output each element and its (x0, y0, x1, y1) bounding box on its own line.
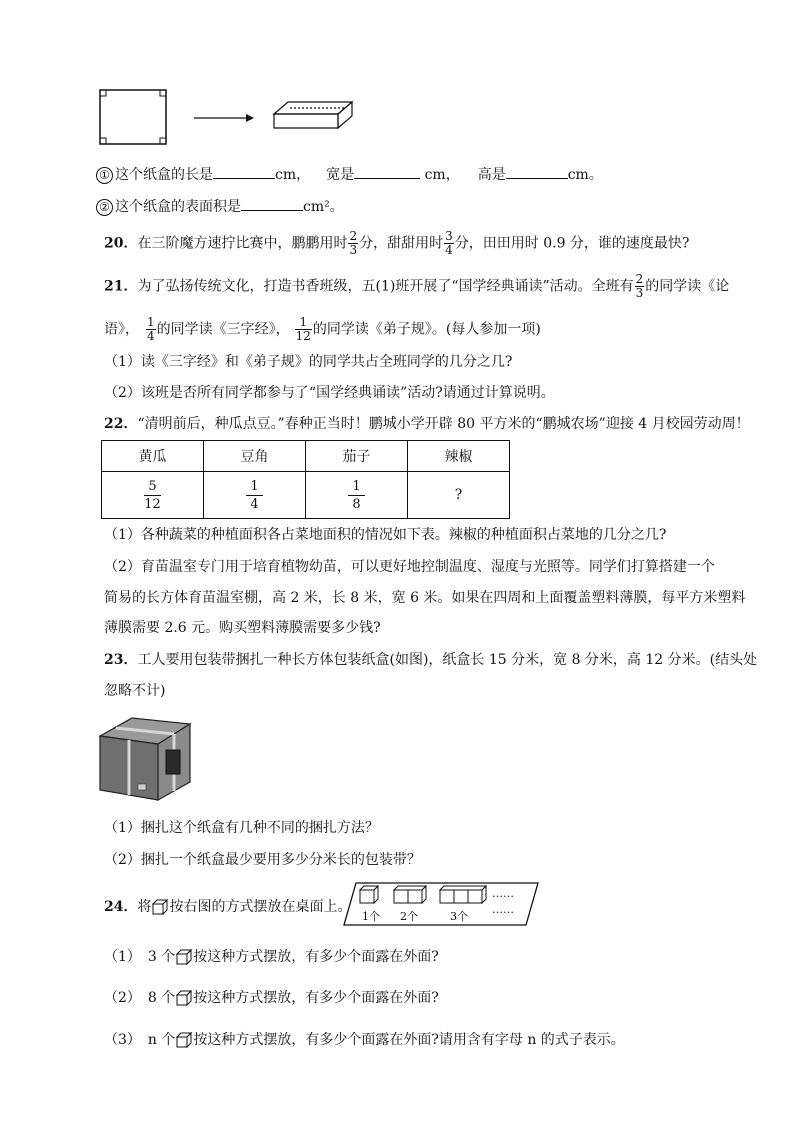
header-beans: 豆角 (204, 441, 306, 472)
question-21-sub-1: （1）读《三字经》和《弟子规》的同学共占全班同学的几分之几? (104, 354, 513, 370)
cell-beans: $\frac{1}{4}$ (204, 472, 306, 519)
label: 高是 (477, 167, 506, 183)
package-box-image (96, 712, 196, 804)
question-22-sub-2b: 简易的长方体育苗温室棚，高 2 米，长 8 米，宽 6 米。如果在四周和上面覆盖塑料薄膜，每平方米塑料 (104, 590, 746, 606)
vegetable-area-table (101, 440, 510, 519)
text: 按这种方式摆放，有多少个面露在外面? (193, 949, 439, 965)
text: 按这种方式摆放，有多少个面露在外面?请用含有字母 n 的式子表示。 (193, 1032, 625, 1048)
marker: ① (96, 167, 113, 184)
text: 的同学读《弟子规》。(每人参加一项) (312, 321, 541, 338)
text: 工人要用包装带捆扎一种长方体包装纸盒(如图)，纸盒长 15 分米，宽 8 分米，高 12 分米。(结头处 (137, 652, 758, 668)
question-20 (104, 230, 689, 257)
table-row (102, 472, 510, 519)
unit: cm²。 (303, 199, 344, 215)
question-number: 20． (104, 235, 138, 252)
question-23-line-1 (104, 650, 757, 670)
question-number: 22． (104, 416, 138, 432)
cube-icon (176, 990, 192, 1006)
label: 这个纸盒的表面积是 (115, 199, 241, 215)
label-3: 3个 (450, 910, 468, 923)
text: 的同学读《论 (645, 278, 730, 295)
fraction: $\frac{3}{4}$ (445, 229, 453, 257)
marker: ② (96, 199, 113, 216)
length-blank[interactable] (213, 164, 275, 179)
ellipsis-top: …… (492, 887, 514, 900)
label: 宽是 (326, 167, 355, 183)
question-21-line-1 (104, 273, 729, 300)
unit: cm， (420, 167, 460, 183)
height-blank[interactable] (506, 164, 568, 179)
cube-icon (176, 949, 192, 965)
text: 将 (137, 899, 152, 915)
surface-area-blank[interactable] (241, 196, 303, 211)
unit: cm。 (567, 167, 603, 183)
question-21-line-2 (104, 316, 541, 343)
q19-line-2 (96, 196, 344, 217)
text: 的同学读《三字经》， (156, 321, 290, 338)
text: （1） 3 个 (104, 949, 176, 965)
question-22-sub-2c: 薄膜需要 2.6 元。购买塑料薄膜需要多少钱? (104, 620, 381, 636)
question-24-sub-3 (104, 1030, 625, 1050)
fraction: $\frac{2}{3}$ (635, 272, 644, 300)
question-22-intro (104, 414, 750, 434)
question-23-sub-1: （1）捆扎这个纸盒有几种不同的捆扎方法？ (104, 820, 379, 836)
cell-eggplant: $\frac{1}{8}$ (306, 472, 408, 519)
ellipsis-bottom: …… (492, 903, 514, 916)
table-header-row (102, 441, 510, 472)
cube-icon (176, 1032, 192, 1048)
label-2: 2个 (400, 910, 418, 923)
text: （3） n 个 (104, 1032, 176, 1048)
question-23-line-2: 忽略不计) (104, 683, 166, 699)
text: 按这种方式摆放，有多少个面露在外面? (193, 990, 439, 1006)
question-24-sub-1 (104, 947, 439, 967)
text: 在三阶魔方速拧比赛中，鹏鹏用时 (137, 235, 348, 252)
cube-arrangement-figure (342, 881, 540, 927)
fraction: $\frac{2}{3}$ (349, 229, 358, 257)
fraction: $\frac{1}{4}$ (147, 315, 155, 343)
box-folding-figure (96, 86, 366, 146)
unit: cm， (275, 167, 311, 183)
cube-icon (152, 899, 168, 915)
question-22-sub-1: （1）各种蔬菜的种植面积各占菜地面积的情况如下表。辣椒的种植面积占菜地的几分之几? (104, 527, 667, 543)
text: 按右图的方式摆放在桌面上。 (169, 899, 352, 915)
header-pepper: 辣椒 (408, 441, 510, 472)
question-23-sub-2: （2）捆扎一个纸盒最少要用多少分米长的包装带？ (104, 852, 421, 868)
width-blank[interactable] (354, 164, 420, 179)
question-22-sub-2a: （2）育苗温室专门用于培育植物幼苗，可以更好地控制温度、湿度与光照等。同学们打算搭建一个 (104, 559, 715, 575)
question-24-stem (104, 897, 351, 917)
question-24-sub-2 (104, 988, 439, 1008)
cell-pepper: ? (408, 472, 510, 519)
question-21-sub-2: （2）该班是否所有同学都参与了“国学经典诵读”活动?请通过计算说明。 (104, 385, 555, 401)
question-number: 24． (104, 899, 138, 915)
q19-line-1 (96, 164, 603, 185)
text: 分，田田用时 0.9 分，谁的速度最快? (454, 235, 690, 252)
question-number: 23． (104, 652, 138, 668)
text: 语》， (104, 321, 139, 338)
text: 为了弘扬传统文化，打造书香班级，五(1)班开展了“国学经典诵读”活动。全班有 (137, 278, 634, 295)
paper-sheet (100, 90, 166, 144)
header-cucumber: 黄瓜 (102, 441, 204, 472)
label-1: 1个 (362, 910, 380, 923)
header-eggplant: 茄子 (306, 441, 408, 472)
arrow (194, 114, 254, 122)
label: 这个纸盒的长是 (115, 167, 213, 183)
open-tray (274, 102, 352, 128)
question-number: 21． (104, 278, 138, 295)
cell-cucumber: $\frac{5}{12}$ (102, 472, 204, 519)
text: （2） 8 个 (104, 990, 176, 1006)
text: 分，甜甜用时 (359, 235, 444, 252)
text: “清明前后，种瓜点豆。”春种正当时！鹏城小学开辟 80 平方米的“鹏城农场”迎接 4 月校园劳动周！ (137, 416, 750, 432)
fraction: $\frac{1}{12}$ (295, 315, 311, 343)
